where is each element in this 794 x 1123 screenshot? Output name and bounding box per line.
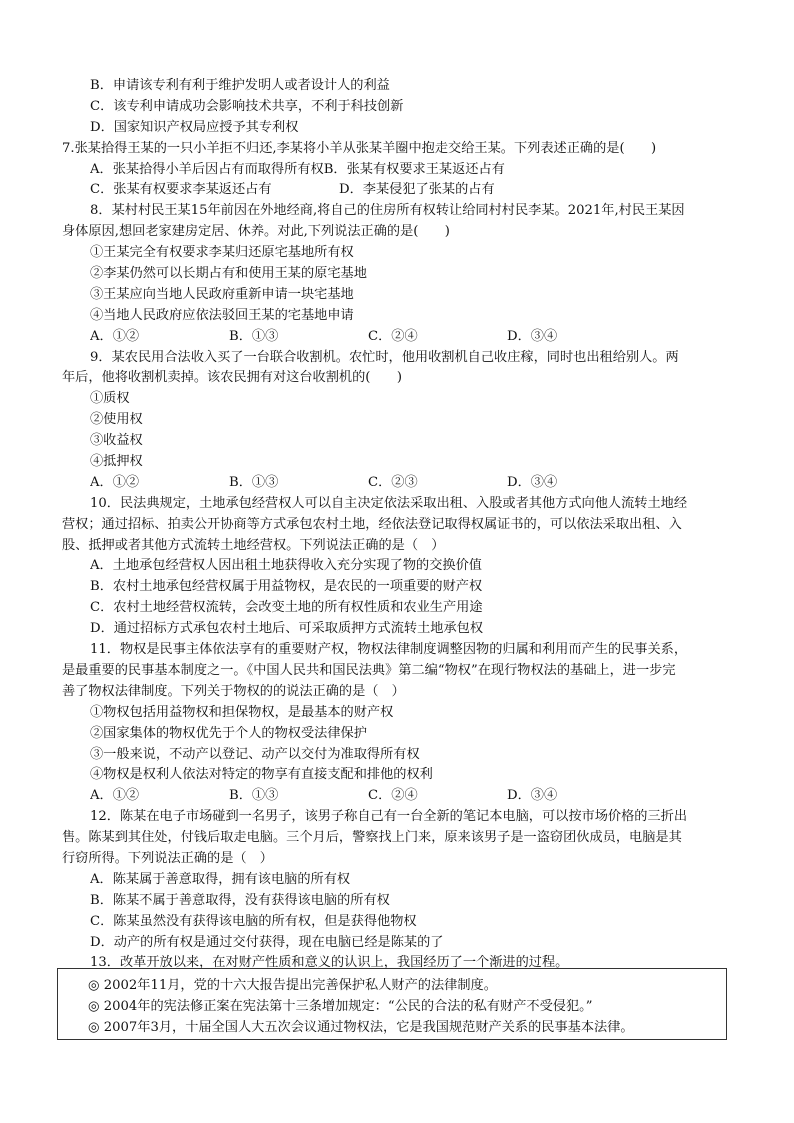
q6-option-c: C．该专利申请成功会影响技术共享，不利于科技创新: [90, 98, 404, 114]
q9-option-c: C．②③: [368, 474, 418, 490]
q12-option-a: A．陈某属于善意取得，拥有该电脑的所有权: [90, 871, 351, 887]
q7-option-d: D．李某侵犯了张某的占有: [339, 182, 495, 198]
q12-option-d: D．动产的所有权是通过交付获得，现在电脑已经是陈某的了: [90, 934, 444, 950]
q8-item: ③王某应向当地人民政府重新申请一块宅基地: [90, 286, 354, 302]
q9-item: ②使用权: [90, 412, 143, 428]
q12-option-b: B．陈某不属于善意取得，没有获得该电脑的所有权: [90, 892, 390, 908]
q7-options-ab: [90, 160, 714, 181]
q8-option-d: D．③④: [507, 328, 558, 344]
q9-item: ④抵押权: [90, 454, 143, 470]
q11-stem-line2: 是最重要的民事基本制度之一。《中国人民共和国民法典》第二编“物权”在现行物权法的基础上，进一步完: [62, 662, 676, 678]
q9-option-d: D．③④: [507, 474, 558, 490]
q10-stem-line2: 营权；通过招标、拍卖公开协商等方式承包农村土地，经依法登记取得权属证书的，可以依法采取出租、入: [62, 516, 682, 532]
q6-option-d: D．国家知识产权局应授予其专利权: [90, 119, 299, 135]
q8-option-a: A．①②: [90, 328, 140, 344]
q12-option-c: C．陈某虽然没有获得该电脑的所有权，但是获得他物权: [90, 913, 417, 929]
q13-material-item: ◎ 2007年3月，十届全国人大五次会议通过物权法，它是我国规范财产关系的民事基本法律。: [88, 1020, 634, 1035]
q9-options: [90, 473, 714, 494]
q8-item: ④当地人民政府应依法驳回王某的宅基地申请: [90, 307, 354, 323]
q10-option-a: A．土地承包经营权人因出租土地获得收入充分实现了物的交换价值: [90, 558, 482, 574]
q12-stem-line3: 行窃所得。下列说法正确的是（ ）: [62, 850, 273, 866]
q7-stem: 7.张某拾得王某的一只小羊拒不归还,李某将小羊从张某羊圈中抱走交给王某。下列表述正确的是( ): [62, 140, 657, 156]
q10-stem-line1: 10．民法典规定，土地承包经营权人可以自主决定依法采取出租、入股或者其他方式向他人流转土地经: [90, 495, 688, 511]
q8-options: [90, 327, 714, 348]
q13-material-item: ◎ 2002年11月，党的十六大报告提出完善保护私人财产的法律制度。: [88, 978, 497, 993]
q7-option-b: B．张某有权要求王某返还占有: [323, 161, 505, 177]
q11-item: ①物权包括用益物权和担保物权，是最基本的财产权: [90, 704, 394, 720]
q13-material-box: [57, 968, 727, 1040]
q8-option-c: C．②④: [368, 328, 418, 344]
q8-stem-line2: 身体原因,想回老家建房定居、休养。对此,下列说法正确的是( ): [62, 224, 450, 240]
q11-stem-line3: 善了物权法律制度。下列关于物权的的说法正确的是（ ）: [62, 683, 405, 699]
q13-material-item: ◎ 2004年的宪法修正案在宪法第十三条增加规定：“公民的合法的私有财产不受侵犯。”: [88, 999, 593, 1014]
q6-option-b: B．申请该专利有利于维护发明人或者设计人的利益: [90, 78, 390, 93]
q10-option-d: D．通过招标方式承包农村土地后、可采取质押方式流转土地承包权: [90, 621, 484, 637]
q8-option-b: B．①③: [229, 328, 279, 344]
q11-options: [90, 786, 714, 807]
q9-option-a: A．①②: [90, 474, 140, 490]
q12-stem-line2: 售。陈某到其住处，付钱后取走电脑。三个月后，警察找上门来，原来该男子是一盗窃团伙成员，电脑是其: [62, 830, 682, 846]
q12-stem-line1: 12．陈某在电子市场碰到一名男子，该男子称自己有一台全新的笔记本电脑，可以按市场价格的三折出: [90, 809, 688, 825]
q10-option-c: C．农村土地经营权流转，会改变土地的所有权性质和农业生产用途: [90, 600, 483, 616]
q9-item: ①质权: [90, 391, 130, 407]
q11-option-d: D．③④: [507, 788, 558, 804]
q7-option-c: C．张某有权要求李某返还占有: [90, 182, 272, 198]
q11-item: ②国家集体的物权优先于个人的物权受法律保护: [90, 725, 367, 741]
q11-option-c: C．②④: [368, 788, 418, 804]
q11-stem-line1: 11．物权是民事主体依法享有的重要财产权，物权法律制度调整因物的归属和利用而产生的民事关系，: [90, 642, 688, 658]
q9-option-b: B．①③: [229, 474, 279, 490]
questions-area: [62, 76, 714, 974]
q13-stem-line1: 13．改革开放以来，在对财产性质和意义的认识上，我国经历了一个渐进的过程。: [90, 955, 569, 971]
q7-option-a: A．张某拾得小羊后因占有而取得所有权: [90, 161, 324, 177]
q8-item: ①王某完全有权要求李某归还原宅基地所有权: [90, 245, 354, 261]
q11-option-a: A．①②: [90, 788, 140, 804]
q10-option-b: B．农村土地承包经营权属于用益物权，是农民的一项重要的财产权: [90, 579, 483, 595]
q9-stem-line1: 9．某农民用合法收入买了一台联合收割机。农忙时，他用收割机自己收庄稼，同时也出租给别人。两: [90, 349, 679, 365]
q10-stem-line3: 股、抵押或者其他方式流转土地经营权。下列说法正确的是（ ）: [62, 537, 445, 553]
q9-item: ③收益权: [90, 433, 143, 449]
q11-option-b: B．①③: [229, 788, 279, 804]
q7-options-cd: [90, 180, 714, 201]
q8-stem-line1: 8．某村村民王某15年前因在外地经商,将自己的住房所有权转让给同村村民李某。2021年,村民王某因: [90, 203, 685, 219]
q9-stem-line2: 年后，他将收割机卖掉。该农民拥有对这台收割机的( ): [62, 370, 402, 386]
q11-item: ④物权是权利人依法对特定的物享有直接支配和排他的权利: [90, 767, 433, 783]
q11-item: ③一般来说，不动产以登记、动产以交付为准取得所有权: [90, 746, 420, 762]
q8-item: ②李某仍然可以长期占有和使用王某的原宅基地: [90, 266, 367, 282]
